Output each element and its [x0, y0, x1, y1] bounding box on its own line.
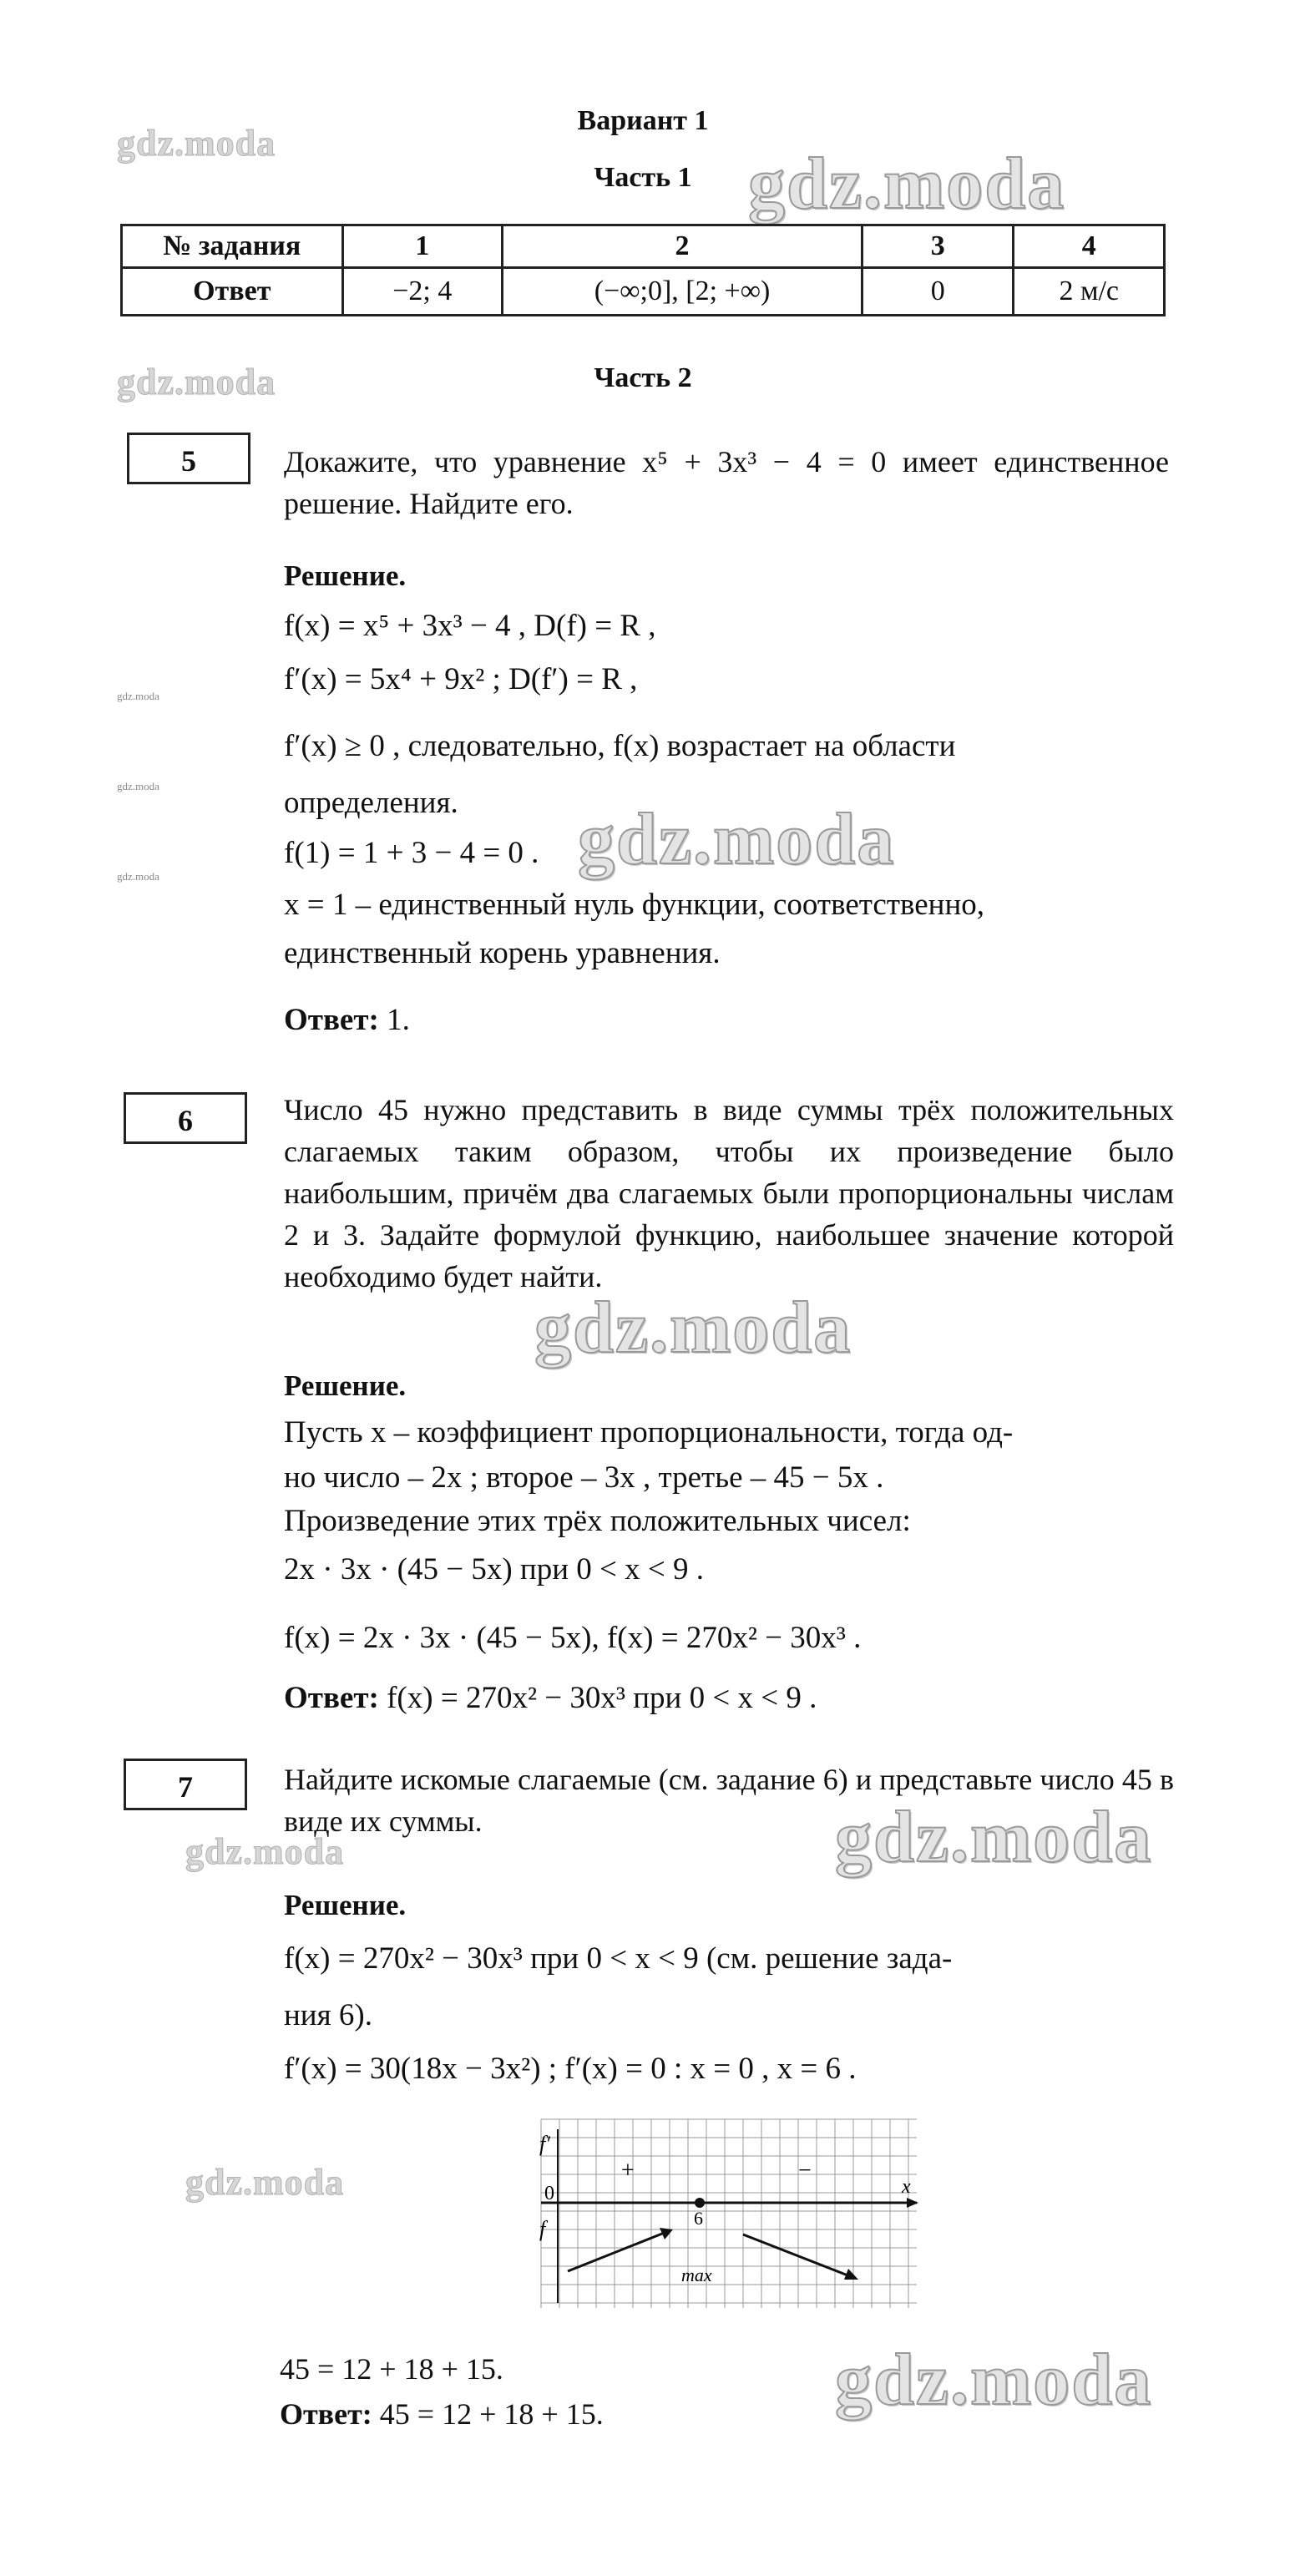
solution-line: f′(x) ≥ 0 , следовательно, f(x) возрастает на области: [284, 729, 956, 763]
table-header-cell: 1: [342, 225, 503, 268]
part2-title: Часть 2: [594, 362, 692, 393]
solution-line: ния 6).: [284, 1998, 372, 2032]
task-number-box: 7: [124, 1759, 247, 1810]
table-cell: −2; 4: [342, 268, 503, 316]
solution-line: f(x) = 270x² − 30x³ при 0 < x < 9 (см. решение зада-: [284, 1941, 953, 1976]
x-axis-arrow: [907, 2198, 918, 2208]
solution-line: x = 1 – единственный нуль функции, соответственно,: [284, 888, 985, 922]
watermark: gdz.moda: [534, 1288, 852, 1369]
answer-line: [280, 2396, 604, 2432]
solution-line: f(1) = 1 + 3 − 4 = 0 .: [284, 836, 539, 870]
decreasing-arrow: [743, 2234, 850, 2276]
solution-line: f(x) = x⁵ + 3x³ − 4 , D(f) = R ,: [284, 609, 656, 643]
decreasing-arrow-head: [844, 2269, 858, 2280]
part1-title: Часть 1: [594, 162, 692, 193]
solution-line: f′(x) = 5x⁴ + 9x² ; D(f′) = R ,: [284, 662, 638, 696]
answer-label: Ответ:: [284, 1003, 379, 1037]
watermark: gdz.moda: [185, 1831, 345, 1872]
fprime-label: f′: [539, 2132, 550, 2156]
answer-value: 1.: [387, 1003, 410, 1037]
answers-table: [120, 224, 1166, 316]
table-header-cell: № задания: [122, 225, 343, 268]
watermark: gdz.moda: [117, 780, 159, 792]
answer-line: [284, 1002, 410, 1038]
solution-line: но число – 2x ; второе – 3x , третье – 45 − 5x .: [284, 1460, 884, 1495]
solution-line: f′(x) = 30(18x − 3x²) ; f′(x) = 0 : x = 0 , x = 6 .: [284, 2052, 857, 2086]
table-header-cell: 2: [503, 225, 862, 268]
x-axis-label: x: [902, 2176, 911, 2198]
task6-statement: Число 45 нужно представить в виде суммы трёх положительных слагаемых таким образом, чтобы их произведение было наибольшим, причём два слагаемых были пропорциональны числам 2 и 3. Задайте формулой функцию, наибольшее значение которой необходимо будет найти.: [284, 1093, 1174, 1293]
watermark: gdz.moda: [748, 144, 1066, 225]
task-number-box: 5: [127, 433, 250, 484]
solution-line: Произведение этих трёх положительных чисел:: [284, 1504, 911, 1538]
sign-left: +: [621, 2158, 635, 2184]
task-number-box: 6: [124, 1092, 247, 1144]
solution-line: f(x) = 2x · 3x · (45 − 5x), f(x) = 270x² − 30x³ .: [284, 1621, 862, 1655]
solution-line: Пусть x – коэффициент пропорциональности, тогда од-: [284, 1415, 1014, 1450]
table-row: [122, 225, 1165, 268]
zero-label: 0: [544, 2183, 554, 2204]
watermark: gdz.moda: [117, 690, 159, 702]
answer-line: [284, 1680, 817, 1716]
table-header-cell: 3: [862, 225, 1013, 268]
solution-line: единственный корень уравнения.: [284, 936, 721, 970]
sign-chart: [533, 2111, 925, 2315]
critical-point-marker: [695, 2198, 705, 2208]
solution-line: определения.: [284, 786, 458, 820]
solution-label: Решение.: [284, 559, 407, 592]
watermark: gdz.moda: [117, 870, 159, 883]
table-cell: (−∞;0], [2; +∞): [503, 268, 862, 316]
solution-label: Решение.: [284, 1889, 407, 1921]
table-header-cell: 4: [1014, 225, 1165, 268]
table-cell: 0: [862, 268, 1013, 316]
watermark: gdz.moda: [117, 362, 276, 402]
answer-value: 45 = 12 + 18 + 15.: [379, 2397, 604, 2431]
solution-line: 45 = 12 + 18 + 15.: [280, 2352, 503, 2386]
task7-statement: Найдите искомые слагаемые (см. задание 6) и представьте число 45 в виде их суммы.: [284, 1763, 1174, 1838]
table-row-label: Ответ: [122, 268, 343, 316]
variant-title: Вариант 1: [577, 105, 709, 136]
answer-label: Ответ:: [284, 1681, 379, 1715]
answer-label: Ответ:: [280, 2397, 372, 2431]
task5-statement: Докажите, что уравнение x⁵ + 3x³ − 4 = 0 имеет единственное решение. Найдите его.: [284, 445, 1169, 520]
watermark: gdz.moda: [578, 799, 896, 880]
watermark: gdz.moda: [835, 2340, 1153, 2421]
table-row: [122, 268, 1165, 316]
chart-grid: [541, 2119, 917, 2308]
sign-right: −: [798, 2158, 812, 2184]
critical-point-label: 6: [694, 2208, 703, 2229]
max-label: max: [681, 2265, 712, 2285]
f-label: f: [539, 2217, 546, 2241]
answer-value: f(x) = 270x² − 30x³ при 0 < x < 9 .: [387, 1681, 817, 1715]
watermark: gdz.moda: [185, 2162, 345, 2203]
table-cell: 2 м/с: [1014, 268, 1165, 316]
watermark: gdz.moda: [117, 123, 276, 164]
solution-line: 2x · 3x · (45 − 5x) при 0 < x < 9 .: [284, 1552, 704, 1587]
watermark: gdz.moda: [835, 1797, 1153, 1878]
solution-label: Решение.: [284, 1369, 407, 1402]
